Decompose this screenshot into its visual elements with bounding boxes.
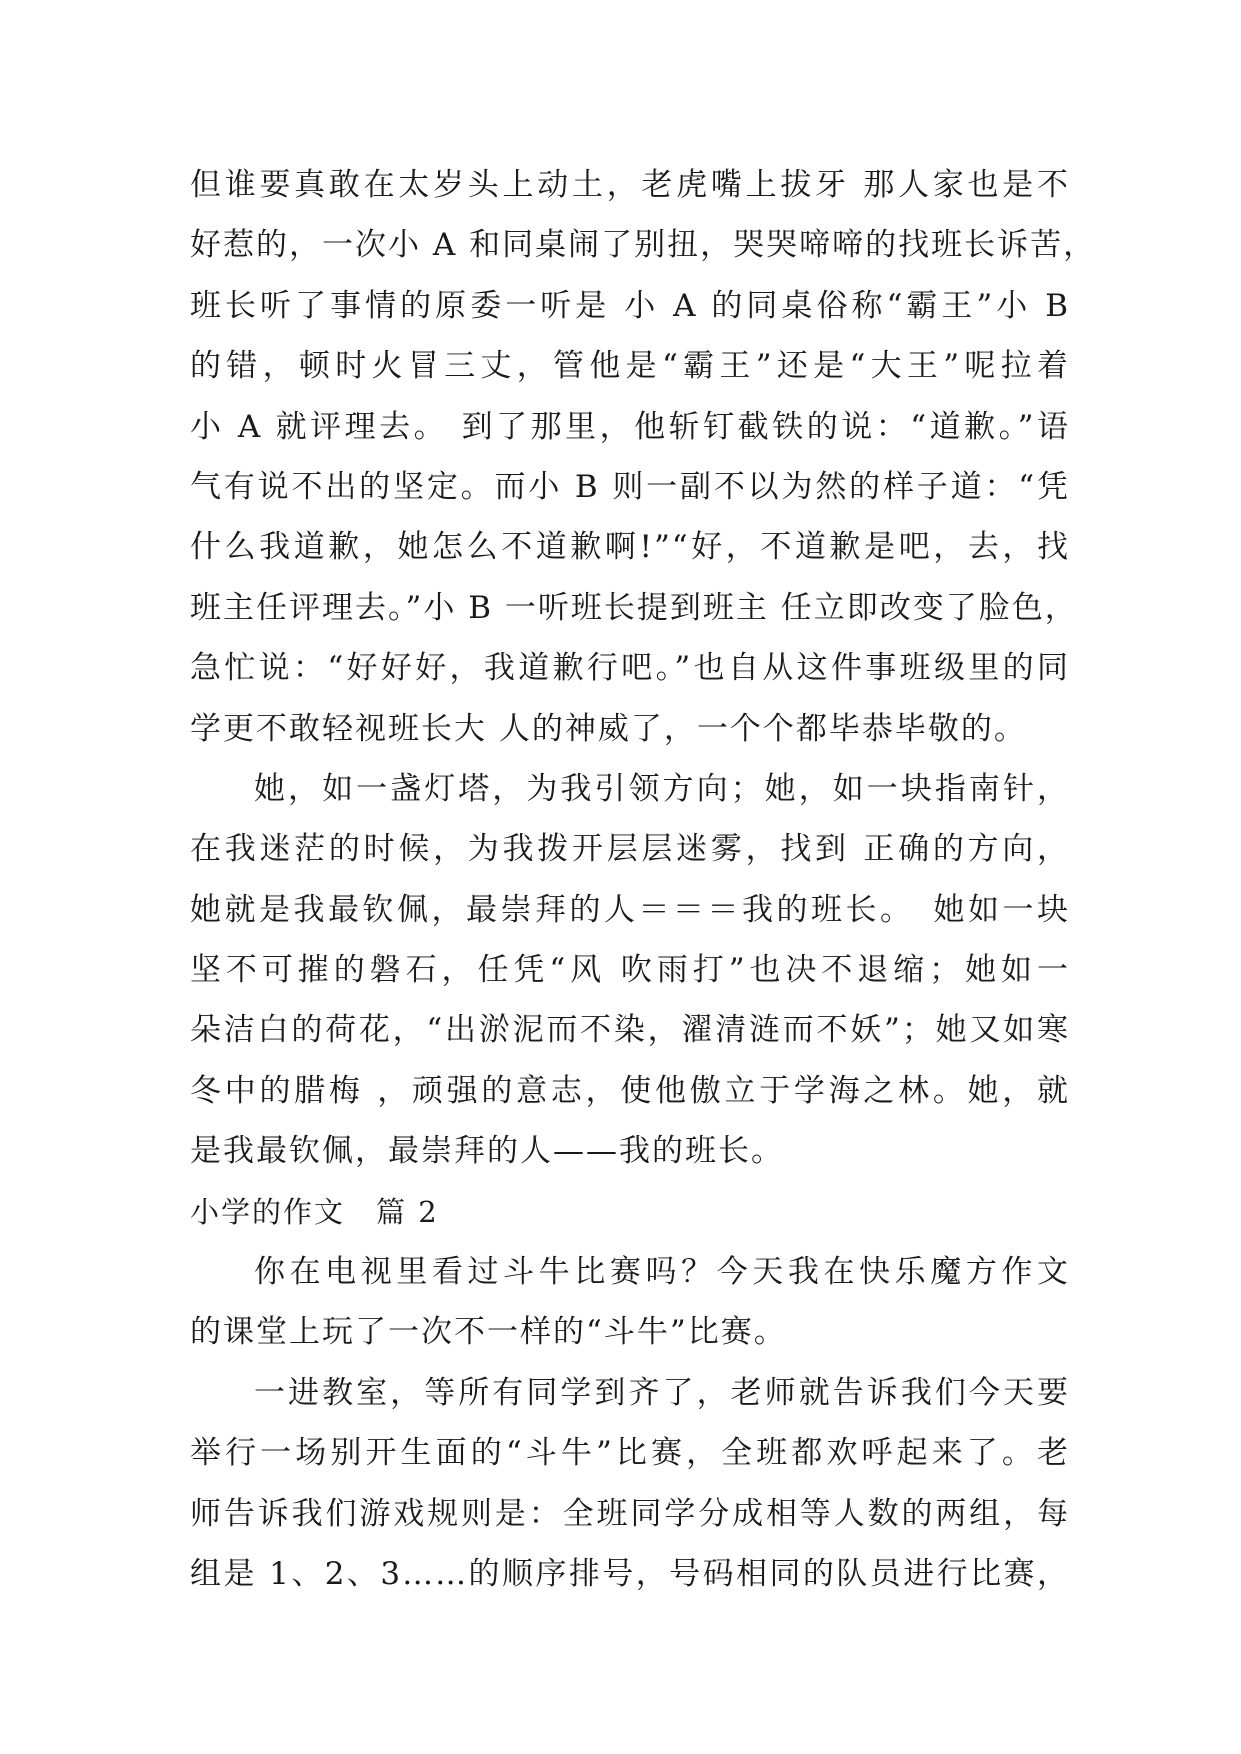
text-line: 在我迷茫的时候，为我拨开层层迷雾，找到 正确的方向， <box>190 831 1070 868</box>
section-heading: 小学的作文 篇 2 <box>190 1194 439 1229</box>
text-line: 但谁要真敢在太岁头上动土，老虎嘴上拔牙 那人家也是不 <box>190 167 1070 203</box>
text-line: 师告诉我们游戏规则是：全班同学分成相等人数的两组，每 <box>190 1495 1070 1532</box>
paragraph-game-rules <box>190 1363 1070 1605</box>
text-line: 举行一场别开生面的“斗牛”比赛，全班都欢呼起来了。老 <box>190 1435 1070 1472</box>
text-line: 朵洁白的荷花，“出淤泥而不染，濯清涟而不妖”；她又如寒 <box>190 1012 1070 1049</box>
text-line: 你在电视里看过斗牛比赛吗？今天我在快乐魔方作文 <box>254 1254 1070 1291</box>
text-line: 急忙说：“好好好，我道歉行吧。”也自从这件事班级里的同 <box>190 650 1070 687</box>
text-line: 她，如一盏灯塔，为我引领方向；她，如一块指南针， <box>254 770 1070 807</box>
text-line: 学更不敢轻视班长大 人的神威了，一个个都毕恭毕敬的。 <box>190 710 1027 747</box>
text-line: 冬中的腊梅 ，顽强的意志，使他傲立于学海之林。她，就 <box>190 1072 1070 1109</box>
text-line: 组是 1、2、3……的顺序排号，号码相同的队员进行比赛， <box>190 1555 1070 1592</box>
text-line: 班主任评理去。”小 B 一听班长提到班主 任立即改变了脸色， <box>190 589 1078 626</box>
text-line: 什么我道歉，她怎么不道歉啊!”“好，不道歉是吧，去，找 <box>190 529 1070 566</box>
document-body <box>190 155 1097 1604</box>
text-line: 的错，顿时火冒三丈，管他是“霸王”还是“大王”呢拉着 <box>190 348 1070 385</box>
text-line: 一进教室，等所有同学到齐了，老师就告诉我们今天要 <box>254 1374 1070 1411</box>
paragraph-intro <box>190 1242 1070 1363</box>
paragraph-closing-tribute <box>190 759 1070 1182</box>
text-line: 的课堂上玩了一次不一样的“斗牛”比赛。 <box>190 1314 787 1351</box>
text-line: 气有说不出的坚定。而小 B 则一副不以为然的样子道：“凭 <box>190 468 1070 505</box>
text-line: 小 A 就评理去。 到了那里，他斩钉截铁的说：“道歉。”语 <box>190 408 1070 445</box>
text-line: 坚不可摧的磐石，任凭“风 吹雨打”也决不退缩；她如一 <box>190 952 1070 989</box>
text-line: 好惹的，一次小 A 和同桌闹了别扭，哭哭啼啼的找班长诉苦， <box>190 227 1097 264</box>
text-line: 她就是我最钦佩，最崇拜的人＝＝＝我的班长。 她如一块 <box>190 891 1070 928</box>
paragraph-class-monitor-story <box>190 155 1097 759</box>
text-line: 是我最钦佩，最崇拜的人——我的班长。 <box>190 1133 784 1170</box>
text-line: 班长听了事情的原委一听是 小 A 的同桌俗称“霸王”小 B <box>190 287 1070 324</box>
